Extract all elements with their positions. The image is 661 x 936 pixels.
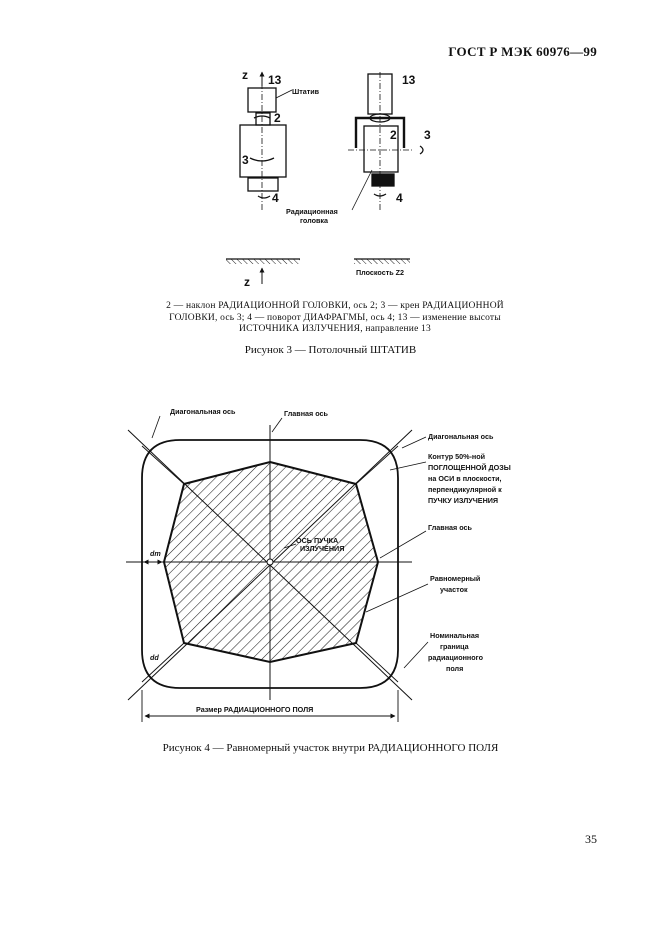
label-nominal-2: граница: [440, 642, 469, 651]
label-rad-head-1: Радиационная: [286, 207, 338, 216]
figure-4-diagram: [126, 416, 428, 722]
label-3-left: 3: [242, 153, 249, 167]
label-dm: dm: [150, 549, 161, 558]
figure-3-left-stand: [240, 72, 292, 210]
label-beam-axis-2: ИЗЛУЧЕНИЯ: [300, 544, 345, 553]
label-3-right: 3: [424, 128, 431, 142]
label-z-top: z: [242, 68, 248, 82]
label-main-axis-right: Главная ось: [428, 523, 472, 532]
legend-line-2: ГОЛОВКИ, ось 3; 4 — поворот ДИАФРАГМЫ, ось 4; 13 — изменение высоты: [169, 312, 501, 323]
label-contour-2: ПОГЛОЩЕННОЙ ДОЗЫ: [428, 463, 511, 472]
label-contour-3: на ОСИ в плоскости,: [428, 474, 502, 483]
page-header: ГОСТ Р МЭК 60976—99: [448, 44, 597, 59]
legend-line-1: 2 — наклон РАДИАЦИОННОЙ ГОЛОВКИ, ось 2; 3 — крен РАДИАЦИОННОЙ: [166, 301, 504, 311]
figure-3-right-stand: [348, 72, 423, 210]
label-contour-5: ПУЧКУ ИЗЛУЧЕНИЯ: [428, 496, 499, 505]
label-diag-axis-right: Диагональная ось: [428, 432, 494, 441]
label-nominal-1: Номинальная: [430, 631, 480, 640]
label-2-right: 2: [390, 128, 397, 142]
label-beam-axis-1: ОСЬ ПУЧКА: [296, 536, 339, 545]
figure-3-caption: Рисунок 3 — Потолочный ШТАТИВ: [244, 344, 417, 356]
label-contour-1: Контур 50%-ной: [428, 452, 486, 461]
label-main-axis-top: Главная ось: [284, 409, 328, 418]
label-13-left: 13: [268, 73, 282, 87]
label-4-right: 4: [396, 191, 403, 205]
label-2-left: 2: [274, 111, 281, 125]
page-number: 35: [585, 832, 597, 846]
label-uniform-2: участок: [440, 585, 468, 594]
label-diag-axis-left: Диагональная ось: [170, 407, 236, 416]
label-z-bottom: z: [244, 275, 250, 289]
label-4-left: 4: [272, 191, 279, 205]
label-contour-4: перпендикулярной к: [428, 485, 502, 494]
legend-line-3: ИСТОЧНИКА ИЗЛУЧЕНИЯ, направление 13: [239, 324, 431, 334]
label-13-right: 13: [402, 73, 416, 87]
label-plane-z2: Плоскость Z2: [356, 268, 405, 277]
floor-hatch-left: [226, 259, 300, 264]
label-dd: dd: [150, 653, 159, 662]
label-rad-head-2: головка: [300, 216, 328, 225]
label-shtativ: Штатив: [292, 87, 320, 96]
label-nominal-4: поля: [446, 664, 464, 673]
label-uniform-1: Равномерный: [430, 574, 481, 583]
label-nominal-3: радиационного: [428, 653, 483, 662]
label-field-size: Размер РАДИАЦИОННОГО ПОЛЯ: [196, 705, 314, 714]
figure-4-caption: Рисунок 4 — Равномерный участок внутри РАДИАЦИОННОГО ПОЛЯ: [162, 742, 499, 754]
floor-hatch-right: [354, 259, 410, 264]
figure-3-legend: [150, 301, 520, 336]
